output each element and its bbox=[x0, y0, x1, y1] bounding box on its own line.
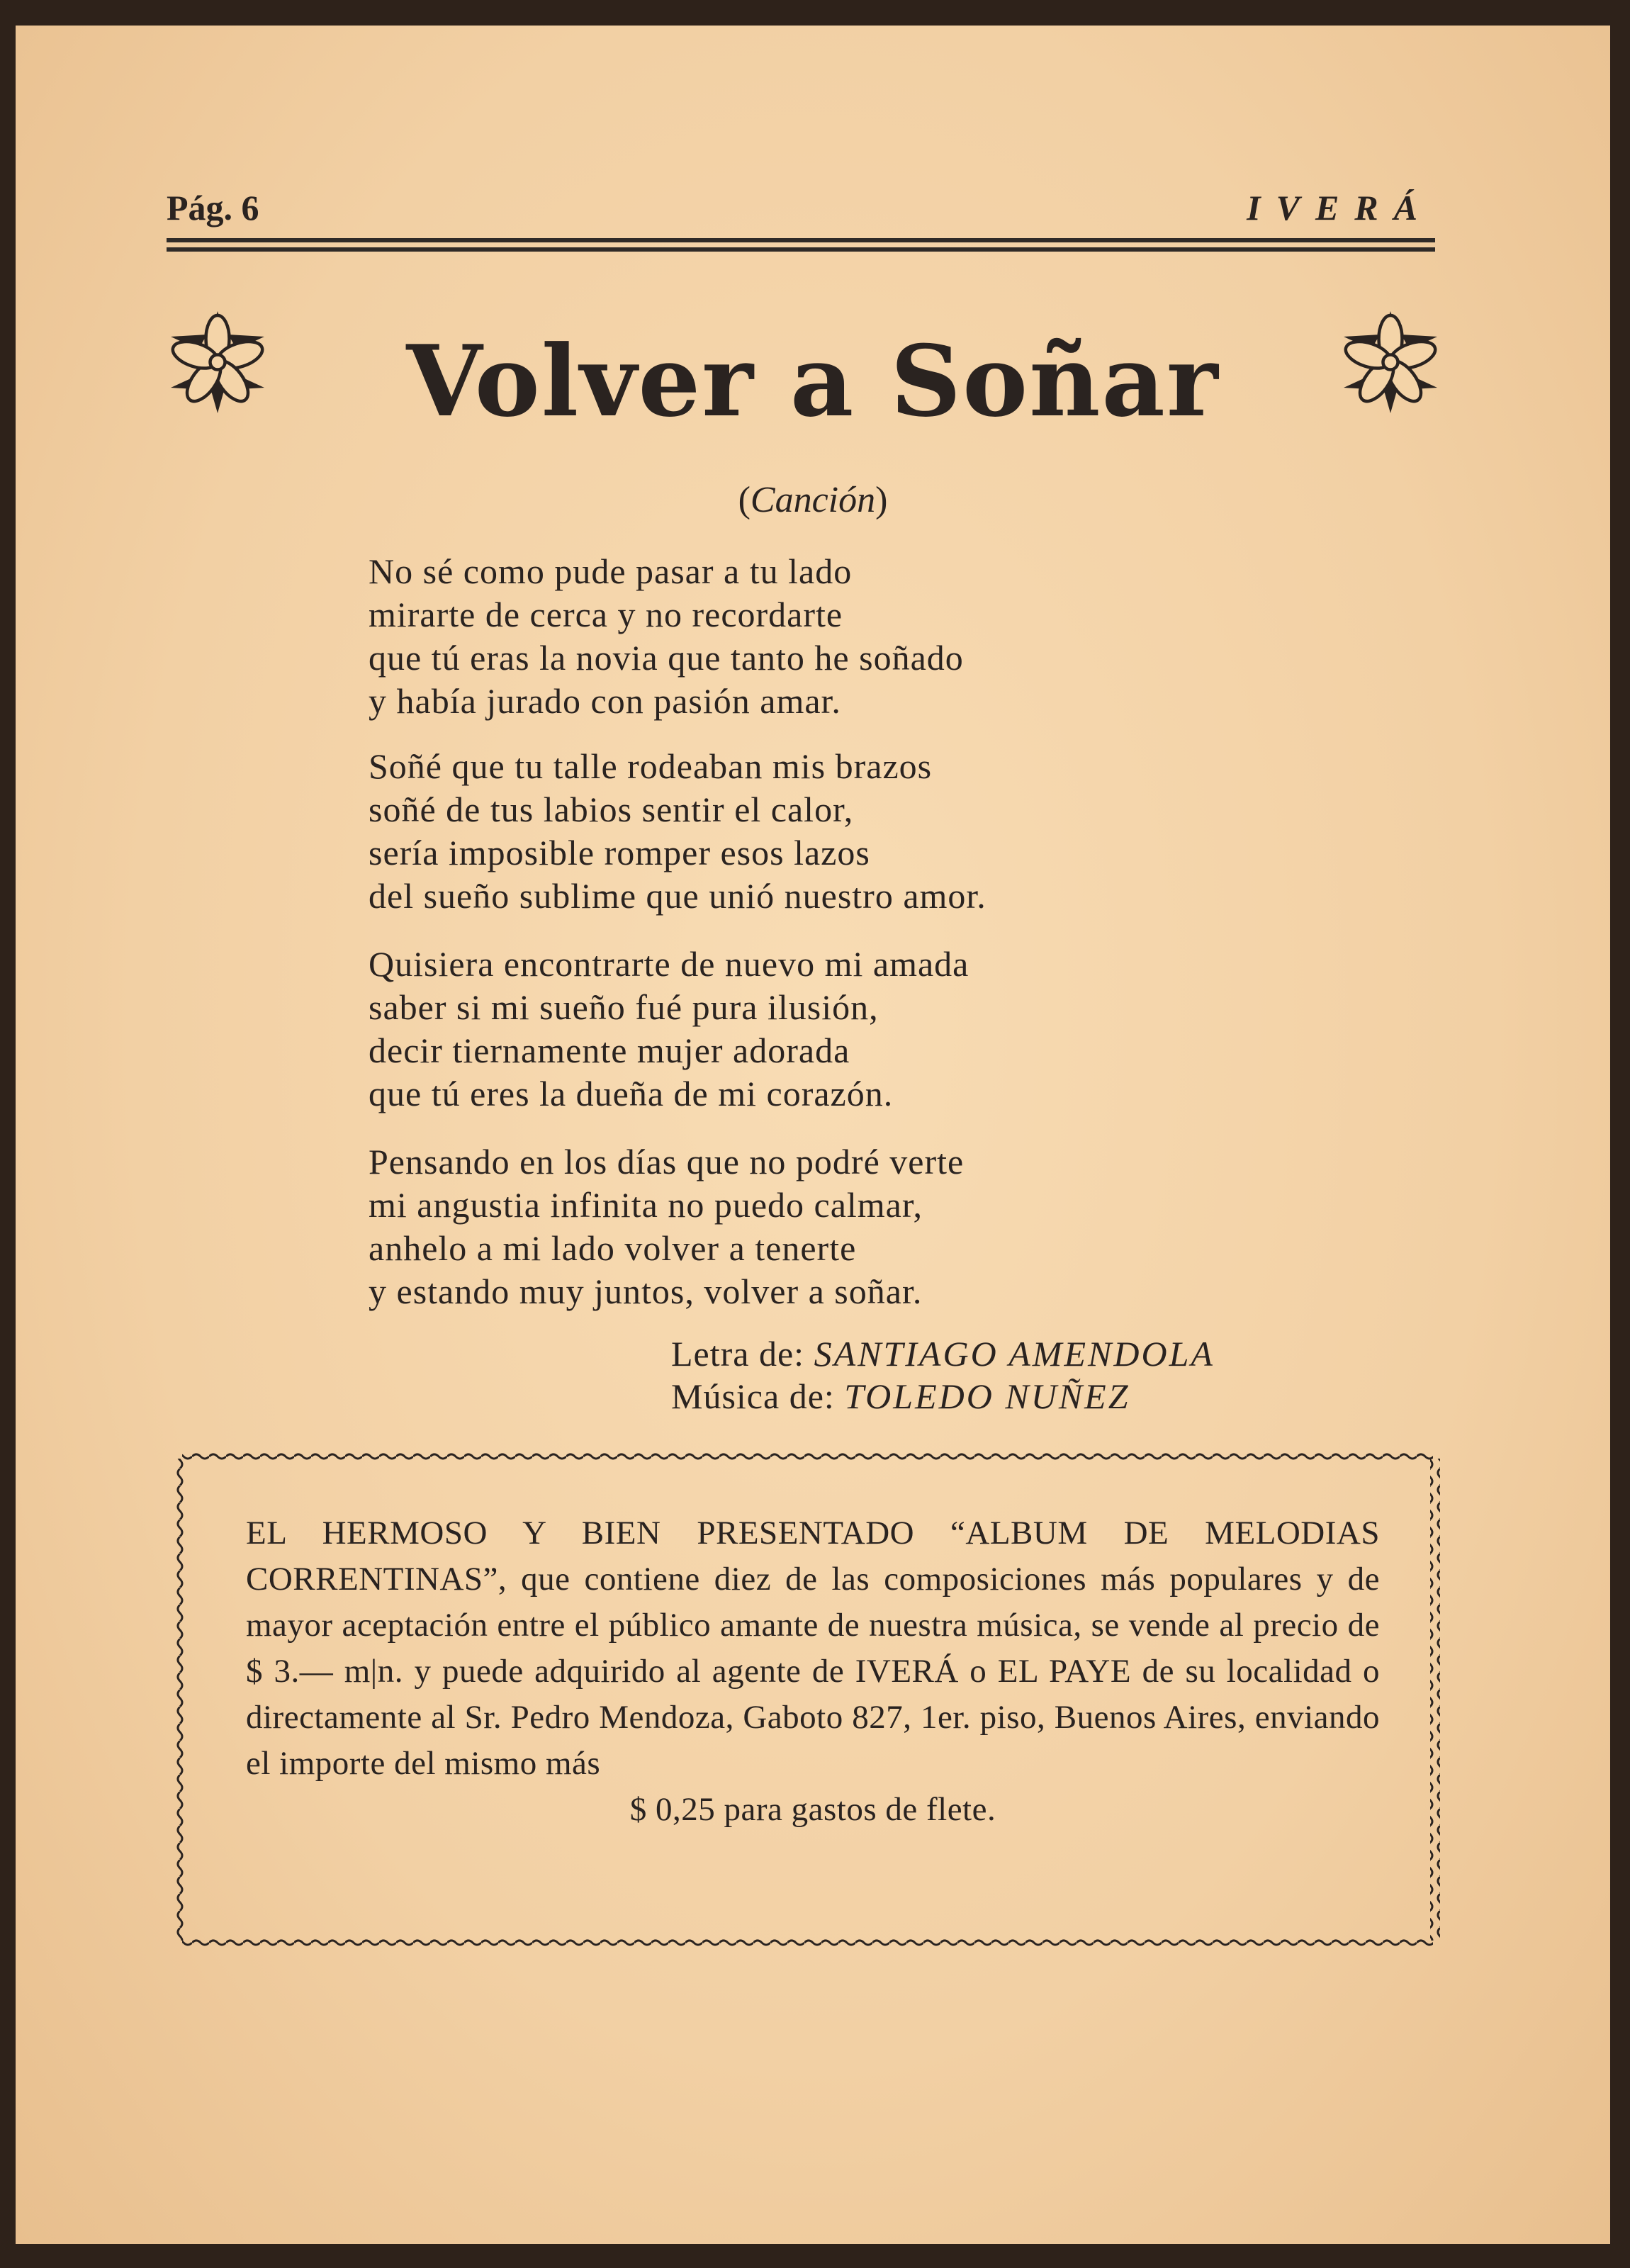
page-number: Pág. 6 bbox=[167, 188, 259, 228]
credit-label: Letra de: bbox=[671, 1334, 805, 1374]
verse-line: decir tiernamente mujer adorada bbox=[369, 1031, 850, 1070]
stanza-2 bbox=[369, 745, 987, 918]
advert-body: EL HERMOSO Y BIEN PRESENTADO “ALBUM DE MELODIAS CORRENTINAS”, que contiene diez de las composiciones más populares y de mayor aceptación entre el público amante de nuestra música, se vende al precio de $ 3.— m|n. y puede adquirido al agente de IVERÁ o EL PAYE de su localidad o directamente al Sr. Pedro Mendoza, Gaboto 827, 1er. piso, Buenos Aires, enviando el importe del mismo más bbox=[246, 1515, 1380, 1782]
verse-line: y había jurado con pasión amar. bbox=[369, 681, 841, 721]
publication-name: IVERÁ bbox=[1247, 188, 1433, 228]
credit-label: Música de: bbox=[671, 1376, 835, 1416]
music-credit bbox=[671, 1376, 1130, 1417]
song-title: Volver a Soñar bbox=[406, 323, 1220, 439]
stanza-3 bbox=[369, 943, 969, 1116]
song-subtitle: (Canción) bbox=[738, 480, 888, 520]
verse-line: mi angustia infinita no puedo calmar, bbox=[369, 1185, 923, 1225]
verse-line: que tú eras la novia que tanto he soñado bbox=[369, 638, 964, 678]
stanza-1 bbox=[369, 550, 964, 723]
verse-line: sería imposible romper esos lazos bbox=[369, 833, 870, 872]
verse-line: anhelo a mi lado volver a tenerte bbox=[369, 1228, 857, 1268]
verse-line: Soñé que tu talle rodeaban mis brazos bbox=[369, 746, 933, 786]
verse-line: mirarte de cerca y no recordarte bbox=[369, 595, 843, 634]
verse-line: Pensando en los días que no podré verte bbox=[369, 1142, 965, 1181]
header-rule-top bbox=[167, 238, 1435, 242]
magazine-page bbox=[16, 26, 1610, 2244]
header-rule-bottom bbox=[167, 247, 1435, 252]
verse-line: que tú eres la dueña de mi corazón. bbox=[369, 1074, 894, 1113]
stanza-4 bbox=[369, 1140, 964, 1313]
verse-line: Quisiera encontrarte de nuevo mi amada bbox=[369, 944, 969, 984]
credit-author: TOLEDO NUÑEZ bbox=[844, 1376, 1130, 1416]
lyrics-credit bbox=[671, 1333, 1215, 1374]
advert-last-line: $ 0,25 para gastos de flete. bbox=[629, 1791, 996, 1828]
verse-line: saber si mi sueño fué pura ilusión, bbox=[369, 987, 879, 1027]
subtitle-text: Canción bbox=[750, 480, 876, 520]
verse-line: y estando muy juntos, volver a soñar. bbox=[369, 1271, 923, 1311]
credit-author: SANTIAGO AMENDOLA bbox=[814, 1334, 1215, 1374]
advert-text bbox=[246, 1510, 1380, 1833]
flower-ornament-icon bbox=[1337, 309, 1444, 415]
verse-line: del sueño sublime que unió nuestro amor. bbox=[369, 876, 987, 916]
verse-line: No sé como pude pasar a tu lado bbox=[369, 551, 853, 591]
verse-line: soñé de tus labios sentir el calor, bbox=[369, 790, 854, 829]
